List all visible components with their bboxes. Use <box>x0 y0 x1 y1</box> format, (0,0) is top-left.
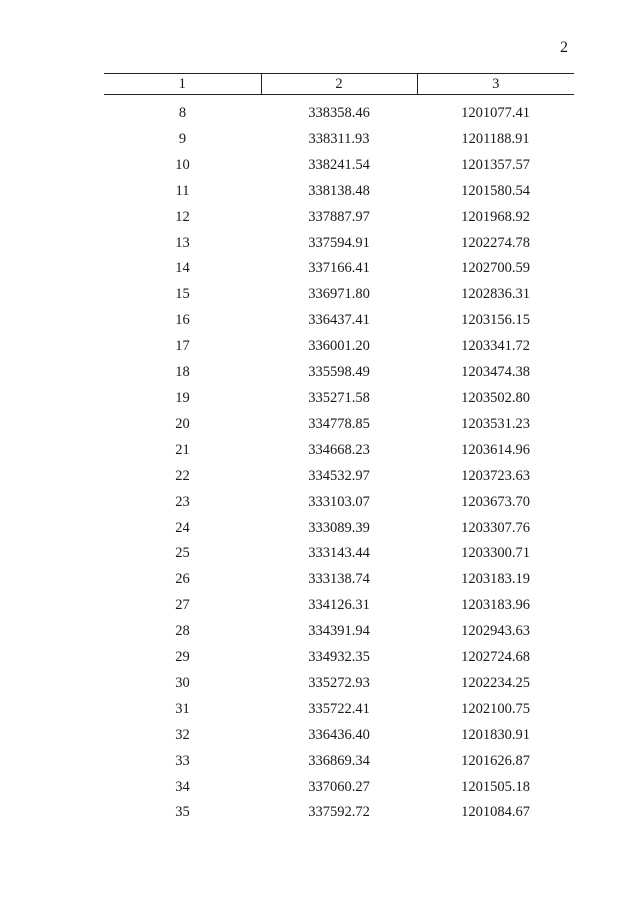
y-coordinate-cell: 1203723.63 <box>461 467 530 484</box>
point-number-cell: 33 <box>175 752 190 769</box>
table-row <box>104 464 574 490</box>
table-header <box>104 74 574 95</box>
x-coordinate-cell: 334932.35 <box>308 649 370 666</box>
table-row <box>104 334 574 360</box>
x-coordinate-cell: 338138.48 <box>308 182 370 199</box>
table-row <box>104 516 574 542</box>
point-number-cell: 10 <box>175 156 190 173</box>
column-header-2: 2 <box>261 74 417 95</box>
point-number-cell: 20 <box>175 415 190 432</box>
y-coordinate-cell: 1203502.80 <box>461 389 530 406</box>
table-row <box>104 153 574 179</box>
point-number-cell: 15 <box>175 286 190 303</box>
point-number-cell: 18 <box>175 364 190 381</box>
x-coordinate-cell: 335271.58 <box>308 389 370 406</box>
point-number-cell: 25 <box>175 545 190 562</box>
y-coordinate-cell: 1201580.54 <box>461 182 530 199</box>
x-coordinate-cell: 333103.07 <box>308 493 370 510</box>
y-coordinate-cell: 1202700.59 <box>461 260 530 277</box>
table-row <box>104 490 574 516</box>
column-header-3: 3 <box>417 74 574 95</box>
x-coordinate-cell: 338358.46 <box>308 105 370 121</box>
table-row <box>104 671 574 697</box>
point-number-cell: 8 <box>178 105 187 121</box>
table-row <box>104 360 574 386</box>
point-number-cell: 35 <box>175 804 190 821</box>
point-number-cell: 22 <box>175 467 190 484</box>
y-coordinate-cell: 1202724.68 <box>461 649 530 666</box>
point-number-cell: 19 <box>175 389 190 406</box>
point-number-cell: 29 <box>175 649 190 666</box>
x-coordinate-cell: 333089.39 <box>308 519 370 536</box>
table-row <box>104 593 574 619</box>
y-coordinate-cell: 1201084.67 <box>461 804 530 821</box>
x-coordinate-cell: 337887.97 <box>308 208 370 225</box>
x-coordinate-cell: 333143.44 <box>308 545 370 562</box>
x-coordinate-cell: 334778.85 <box>308 415 370 432</box>
coordinates-table <box>104 73 574 826</box>
table-row <box>104 95 574 127</box>
y-coordinate-cell: 1203341.72 <box>461 338 530 355</box>
table-row <box>104 645 574 671</box>
table-row <box>104 179 574 205</box>
table-row <box>104 127 574 153</box>
x-coordinate-cell: 338241.54 <box>308 156 370 173</box>
x-coordinate-cell: 334532.97 <box>308 467 370 484</box>
x-coordinate-cell: 336437.41 <box>308 312 370 329</box>
y-coordinate-cell: 1203474.38 <box>461 364 530 381</box>
table-body <box>104 95 574 827</box>
table-row <box>104 438 574 464</box>
table-row <box>104 282 574 308</box>
x-coordinate-cell: 335598.49 <box>308 364 370 381</box>
point-number-cell: 26 <box>175 571 190 588</box>
x-coordinate-cell: 335722.41 <box>308 700 370 717</box>
y-coordinate-cell: 1203156.15 <box>461 312 530 329</box>
x-coordinate-cell: 337166.41 <box>308 260 370 277</box>
point-number-cell: 28 <box>175 623 190 640</box>
x-coordinate-cell: 337060.27 <box>308 778 370 795</box>
page-number: 2 <box>560 39 568 56</box>
point-number-cell: 31 <box>175 700 190 717</box>
y-coordinate-cell: 1201968.92 <box>461 208 530 225</box>
point-number-cell: 9 <box>178 130 187 147</box>
y-coordinate-cell: 1203531.23 <box>461 415 530 432</box>
y-coordinate-cell: 1201626.87 <box>461 752 530 769</box>
y-coordinate-cell: 1203300.71 <box>461 545 530 562</box>
point-number-cell: 34 <box>175 778 190 795</box>
y-coordinate-cell: 1203183.96 <box>461 597 530 614</box>
y-coordinate-cell: 1203183.19 <box>461 571 530 588</box>
y-coordinate-cell: 1202274.78 <box>461 234 530 251</box>
table-row <box>104 256 574 282</box>
x-coordinate-cell: 334391.94 <box>308 623 370 640</box>
table-row <box>104 697 574 723</box>
table-row <box>104 775 574 801</box>
x-coordinate-cell: 336436.40 <box>308 726 370 743</box>
y-coordinate-cell: 1202234.25 <box>461 674 530 691</box>
table-row <box>104 231 574 257</box>
point-number-cell: 21 <box>175 441 190 458</box>
x-coordinate-cell: 336869.34 <box>308 752 370 769</box>
point-number-cell: 11 <box>175 182 190 199</box>
table-row <box>104 749 574 775</box>
x-coordinate-cell: 336001.20 <box>308 338 370 355</box>
table-row <box>104 205 574 231</box>
point-number-cell: 14 <box>175 260 190 277</box>
x-coordinate-cell: 336971.80 <box>308 286 370 303</box>
table-row <box>104 308 574 334</box>
y-coordinate-cell: 1203673.70 <box>461 493 530 510</box>
y-coordinate-cell: 1203614.96 <box>461 441 530 458</box>
point-number-cell: 16 <box>175 312 190 329</box>
y-coordinate-cell: 1201505.18 <box>461 778 530 795</box>
x-coordinate-cell: 334668.23 <box>308 441 370 458</box>
point-number-cell: 13 <box>175 234 190 251</box>
table-row <box>104 567 574 593</box>
table-row <box>104 386 574 412</box>
y-coordinate-cell: 1201357.57 <box>461 156 530 173</box>
y-coordinate-cell: 1202100.75 <box>461 700 530 717</box>
y-coordinate-cell: 1201188.91 <box>461 130 530 147</box>
table-row <box>104 723 574 749</box>
table-row <box>104 412 574 438</box>
point-number-cell: 30 <box>175 674 190 691</box>
y-coordinate-cell: 1201077.41 <box>461 105 530 121</box>
x-coordinate-cell: 333138.74 <box>308 571 370 588</box>
point-number-cell: 27 <box>175 597 190 614</box>
table-row <box>104 800 574 826</box>
header-row <box>104 74 574 95</box>
y-coordinate-cell: 1202943.63 <box>461 623 530 640</box>
x-coordinate-cell: 337594.91 <box>308 234 370 251</box>
point-number-cell: 17 <box>175 338 190 355</box>
point-number-cell: 23 <box>175 493 190 510</box>
point-number-cell: 12 <box>175 208 190 225</box>
column-header-1: 1 <box>104 74 261 95</box>
x-coordinate-cell: 335272.93 <box>308 674 370 691</box>
point-number-cell: 32 <box>175 726 190 743</box>
table-row <box>104 619 574 645</box>
y-coordinate-cell: 1201830.91 <box>461 726 530 743</box>
y-coordinate-cell: 1202836.31 <box>461 286 530 303</box>
point-number-cell: 24 <box>175 519 190 536</box>
table-row <box>104 541 574 567</box>
y-coordinate-cell: 1203307.76 <box>461 519 530 536</box>
x-coordinate-cell: 334126.31 <box>308 597 370 614</box>
x-coordinate-cell: 338311.93 <box>308 130 370 147</box>
x-coordinate-cell: 337592.72 <box>308 804 370 821</box>
